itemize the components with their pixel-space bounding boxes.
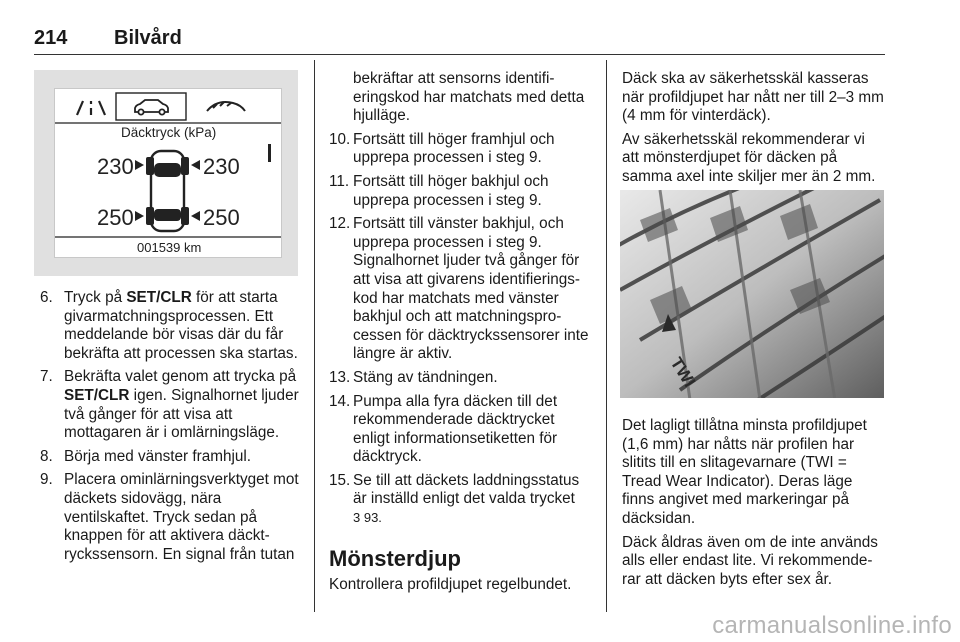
road-icon <box>77 101 105 115</box>
list-item: 8. Börja med vänster framhjul. <box>40 447 252 465</box>
column-divider-2 <box>606 60 607 612</box>
list-item: 9. Placera ominlärningsverktyget mot däckets sidovägg, nära ventilskaftet. Tryck sedan på knappen för att aktivera däckt-ryckssensorn. En signal från tutan <box>40 471 299 563</box>
watermark: carmanualsonline.info <box>712 612 952 639</box>
display-title: Däcktryck (kPa) <box>121 125 217 140</box>
list-item: 15. Se till att däckets laddningsstatus är inställd enligt det valda trycket 3 93. <box>329 471 580 526</box>
odometer: 001539 km <box>137 240 202 255</box>
list-item: 10. Fortsätt till höger framhjul och upprepa processen i steg 9. <box>329 130 555 167</box>
front-left-pressure: 230 <box>97 154 134 179</box>
page-title: Bilvård <box>114 27 182 49</box>
front-right-pressure: 230 <box>203 154 240 179</box>
column-3-lower <box>622 417 886 594</box>
section-intro: Kontrollera profildjupet regelbundet. <box>329 575 572 593</box>
list-item: 11. Fortsätt till höger bakhjul och upprepa processen i steg 9. <box>329 172 549 209</box>
column-2 <box>329 70 595 599</box>
display-graphics <box>55 89 281 257</box>
car-top-view-icon <box>146 151 189 231</box>
tire-pressure-display-figure <box>34 70 298 276</box>
column-3 <box>622 70 886 192</box>
twi-label: TWI <box>666 354 700 391</box>
list-item: 7. Bekräfta valet genom att trycka på SET/CLR igen. Signalhornet ljuder två gånger för att visa att mottagaren är i omlärningsläge. <box>40 368 299 442</box>
list-item: 14. Pumpa alla fyra däcken till det rekommenderade däcktrycket enligt informationsetiketten för däcktryck. <box>329 392 558 466</box>
step-9-continued: bekräftar att sensorns identifi-eringskod har matchats med detta hjulläge. <box>353 70 585 125</box>
list-item: 13. Stäng av tändningen. <box>329 368 498 386</box>
paragraph-1: Däck ska av säkerhetsskäl kasseras när profildjupet har nått ner till 2–3 mm (4 mm för vinterdäck). <box>622 70 884 125</box>
column-divider-1 <box>314 60 315 612</box>
paragraph-2: Av säkerhetsskäl rekommenderar vi att mönsterdjupet för däcken på samma axel inte skiljer mer än 2 mm. <box>622 130 876 185</box>
rear-left-pressure: 250 <box>97 205 134 230</box>
column-1 <box>40 289 302 569</box>
header-rule <box>34 54 885 55</box>
paragraph-3: Det lagligt tillåtna minsta profildjupet (1,6 mm) har nåtts när profilen har slitits till en slitagevarnare (TWI = Tread Wear Indicator). Deras läge finns angivet med markeringar på däcksidan. <box>622 417 867 527</box>
page-number: 214 <box>34 27 68 49</box>
step-list-2 <box>329 131 595 528</box>
list-item: 6. Tryck på SET/CLR för att starta givarmatchningsprocessen. Ett meddelande bör visas där du får bekräfta att processen ska startas. <box>40 289 298 362</box>
rear-right-pressure: 250 <box>203 205 240 230</box>
car-tab <box>116 93 186 120</box>
list-item: 12. Fortsätt till vänster bakhjul, och upprepa processen i steg 9. Signalhornet ljuder två gånger för att visa att givarens identifierings-kod har matchats med vänster bakhjul och att matchningspro-cessen för däcktryckssensorer inte längre är aktiv. <box>329 215 589 363</box>
paragraph-4: Däck åldras även om de inte används alls eller endast lite. Vi rekommende-rar att däcken byts efter sex år. <box>622 533 878 588</box>
display-screen <box>54 88 282 258</box>
tire-tread-icon <box>207 102 245 111</box>
section-heading: Mönsterdjup <box>329 545 461 571</box>
tread-drawing <box>620 190 884 398</box>
tire-tread-photo <box>620 190 884 398</box>
step-list-1 <box>40 289 302 564</box>
page-reference-link[interactable]: 3 93. <box>353 510 382 526</box>
